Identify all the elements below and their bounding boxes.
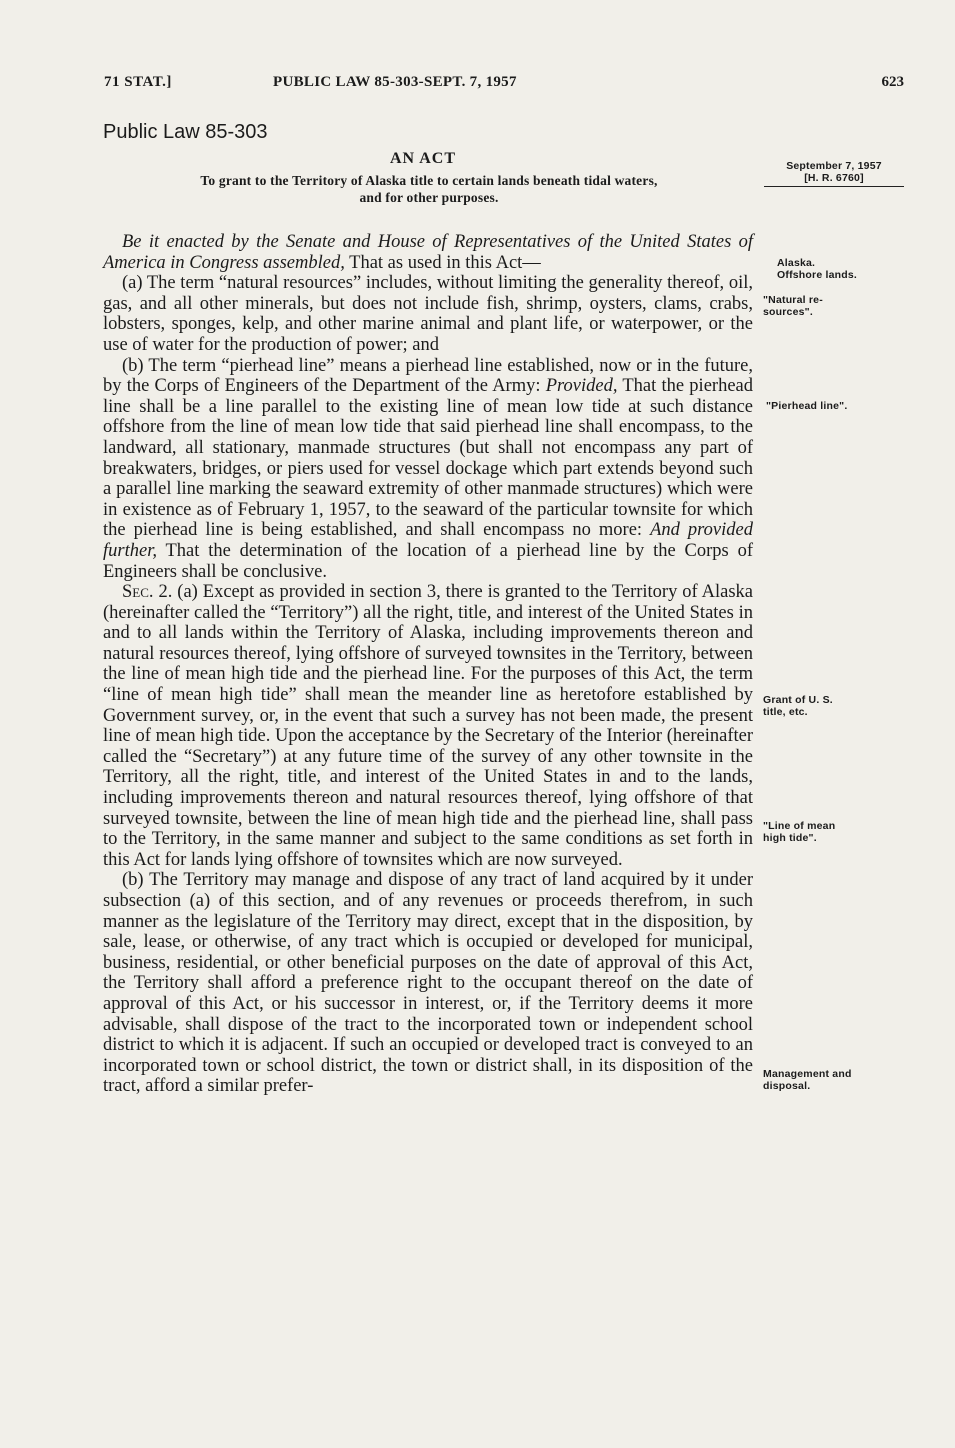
enacting-rest: That as used in this Act— [344, 252, 541, 273]
margin-date: September 7, 1957 [786, 160, 882, 172]
paragraph-a: (a) The term “natural resources” includes, without limiting the generality thereof, oil, gas, and all other minerals, but does not include fish, shrimp, oysters, clams, crabs, lobsters, sponges, kelp, and other marine animal and plant life, or waterpower, or the use of water for the production of power; and [103, 273, 753, 355]
act-heading: AN ACT [390, 150, 457, 167]
margin-pierhead-line: "Pierhead line". [766, 400, 848, 412]
paragraph-b [103, 356, 753, 583]
section-2-b: (b) The Territory may manage and dispose of any tract of land acquired by it under subsection (a) of this section, and of any revenues or proceeds therefrom, in such manner as the legislature of the Territory may direct, except that in the disposition, by sale, lease, or otherwise, of any tract which is occupied or developed for municipal, business, residential, or other beneficial purposes on the date of approval of this Act, the Territory shall afford a preference right to the occupant thereof on the date of approval of this Act, or his successor in interest, or, if the Territory deems it more advisable, shall dispose of the tract to the incorporated town or independent school district to which it is adjacent. If such an occupied or developed tract is conveyed to an incorporated town or school district, the town or district shall, in its disposition of the tract, afford a similar prefer- [103, 870, 753, 1097]
act-body [103, 232, 753, 1097]
margin-grant-line-2: title, etc. [763, 706, 808, 718]
margin-note-mean-high-tide [763, 820, 903, 844]
act-purpose [103, 172, 755, 206]
margin-natural-line-2: sources". [763, 306, 813, 318]
header-volume: 71 STAT.] [104, 74, 172, 90]
public-law-title: Public Law 85-303 [103, 121, 268, 143]
purpose-line-1: To grant to the Territory of Alaska title to certain lands beneath tidal waters, [200, 173, 658, 188]
margin-linemean-line-1: "Line of mean [763, 820, 836, 832]
margin-mgmt-line-1: Management and [763, 1068, 852, 1080]
margin-natural-line-1: "Natural re- [763, 294, 823, 306]
margin-alaska-line-2: Offshore lands. [777, 269, 858, 281]
section-2-a [103, 582, 753, 870]
margin-bill: [H. R. 6760] [804, 172, 864, 184]
paragraph-b-further: And provided further, [103, 520, 753, 561]
margin-note-alaska [777, 257, 907, 281]
paragraph-b-part-2: That the pierhead line shall be a line parallel to the existing line of mean low tide at such distance offshore from the line of mean low tide that said pierhead line shall encompass, to the landward, all stationary, manmade structures (but shall not encompass any part of breakwaters, bridges, or piers used for vessel dockage which part extends beyond such a parallel line marking the seaward extremity of other manmade structures) which were in existence as of February 1, 1957, to the seaward of the particular townsite for which the pierhead line is being established, and shall encompass no more: [103, 376, 753, 541]
section-2-label: Sec. 2. [122, 582, 173, 603]
margin-alaska-line-1: Alaska. [777, 257, 816, 269]
purpose-line-2: and for other purposes. [359, 190, 499, 205]
margin-mgmt-line-2: disposal. [763, 1080, 811, 1092]
paragraph-b-provided: Provided, [545, 376, 618, 397]
page-number: 623 [881, 74, 904, 90]
margin-note-management [763, 1068, 903, 1092]
section-2-a-text: (a) Except as provided in section 3, there is granted to the Territory of Alaska (hereinafter called the “Territory”) all the right, title, and interest of the United States in and to all lands within the Territory of Alaska, including improvements thereon and natural resources thereof, lying offshore of surveyed townsites in the Territory, between the line of mean high tide and the pierhead line. For the purposes of this Act, the term “line of mean high tide” shall mean the meander line as heretofore established by Government survey, or, in the event that such a survey has not been made, the present line of mean high tide. Upon the acceptance by the Secretary of the Interior (hereinafter called the “Secretary”) at any future time of the survey of any other townsite in the Territory, all the right, title, and interest of the United States in and to the lands, including improvements thereon and natural resources thereof, lying offshore of that surveyed townsite, between the line of mean high tide and the pierhead line, shall pass to the Territory, in the same manner and subject to the same conditions as set forth in this Act for lands lying offshore of townsites which are now surveyed. [103, 582, 754, 870]
margin-linemean-line-2: high tide". [763, 832, 817, 844]
margin-note-pierhead [766, 400, 906, 412]
enacting-italic: Be it enacted by the Senate and House of Representatives of the United States of America in Congress assembled, [103, 232, 753, 273]
margin-note-date [764, 160, 904, 187]
paragraph-b-part-3: That the determination of the location of a pierhead line by the Corps of Engineers shall be conclusive. [103, 540, 753, 582]
header-title: PUBLIC LAW 85-303-SEPT. 7, 1957 [273, 74, 517, 90]
running-header [104, 74, 904, 98]
margin-rule [764, 186, 904, 187]
margin-grant-line-1: Grant of U. S. [763, 694, 833, 706]
margin-note-natural-resources [763, 294, 903, 318]
paragraph-b-part-1: (b) The term “pierhead line” means a pierhead line established, now or in the future, by the Corps of Engineers of the Department of the Army: [103, 355, 753, 397]
margin-note-grant [763, 694, 903, 718]
enacting-clause [103, 232, 753, 273]
